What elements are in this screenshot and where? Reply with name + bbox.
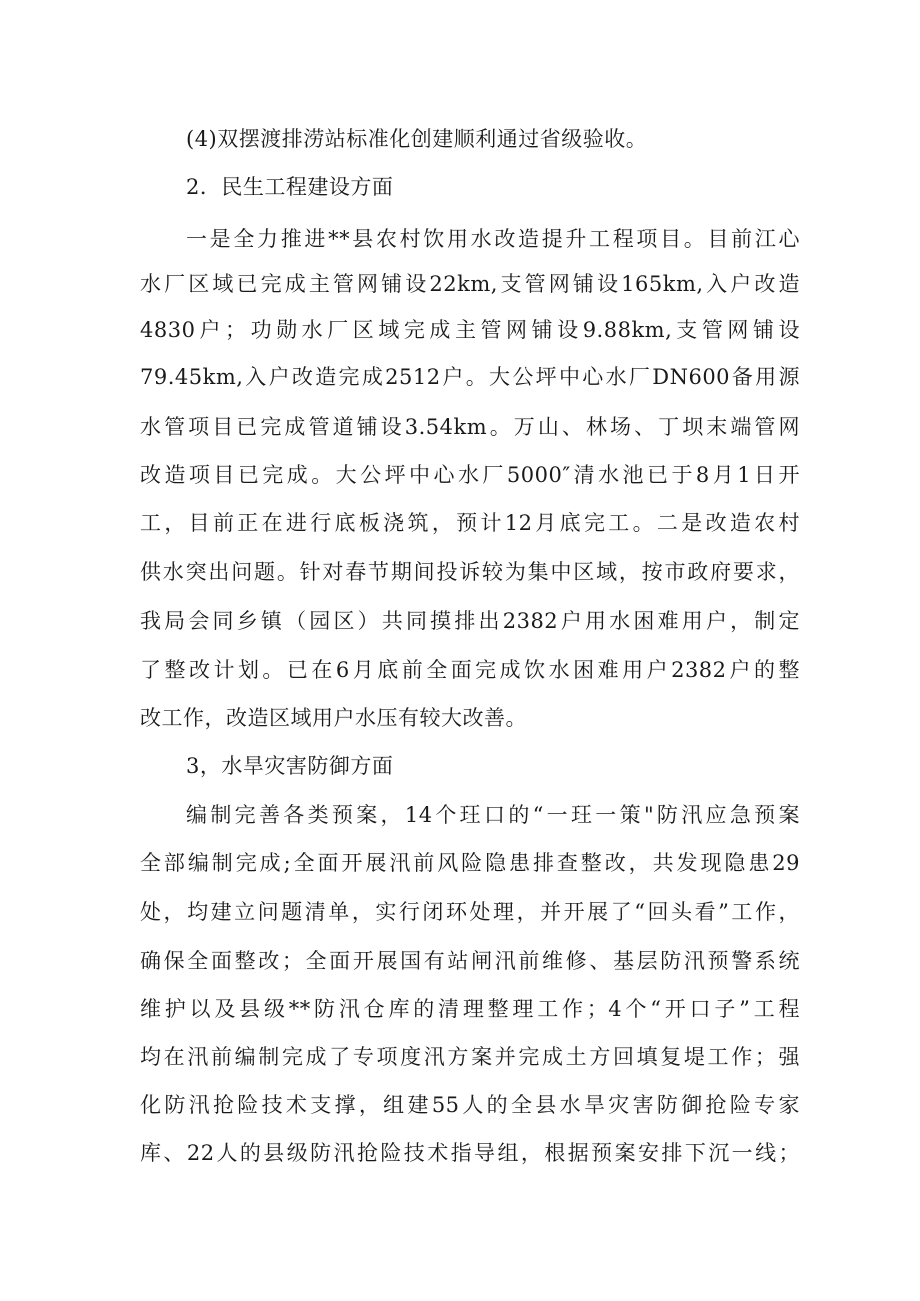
paragraph-line: 我局会同乡镇（园区）共同摸排出2382户用水困难用户，制定 <box>140 609 800 633</box>
paragraph-line: 改工作，改造区域用户水压有较大改善。 <box>140 706 527 730</box>
section-heading-3: 3，水旱灾害防御方面 <box>186 754 394 778</box>
paragraph-line: 水厂区域已完成主管网铺设22km,支管网铺设165km,入户改造 <box>140 272 800 296</box>
paragraph-line: 4830户；功勋水厂区域完成主管网铺设9.88km,支管网铺设 <box>140 318 800 342</box>
paragraph-line: 工，目前正在进行底板浇筑，预计12月底完工。二是改造农村 <box>140 511 800 535</box>
paragraph-line: 库、22人的县级防汛抢险技术指导组，根据预案安排下沉一线； <box>140 1141 800 1165</box>
paragraph-line: 确保全面整改；全面开展国有站闸汛前维修、基层防汛预警系统 <box>140 949 800 973</box>
paragraph-line: 均在汛前编制完成了专项度汛方案并完成土方回填复堤工作；强 <box>140 1045 800 1069</box>
paragraph-line: 水管项目已完成管道铺设3.54km。万山、林场、丁坝末端管网 <box>140 415 800 439</box>
paragraph-item-4: (4)双摆渡排涝站标准化创建顺利通过省级验收。 <box>186 127 648 151</box>
paragraph-line: 79.45km,入户改造完成2512户。大公坪中心水厂DN600备用源 <box>140 365 800 389</box>
paragraph-line: 化防汛抢险技术支撑，组建55人的全县水旱灾害防御抢险专家 <box>140 1093 800 1117</box>
paragraph-line: 一是全力推进**县农村饮用水改造提升工程项目。目前江心 <box>186 227 800 251</box>
paragraph-line: 编制完善各类预案，14个玨口的“一玨一策"防汛应急预案 <box>186 803 800 827</box>
paragraph-line: 维护以及县级**防汛仓库的清理整理工作；4个“开口子”工程 <box>140 997 800 1021</box>
section-heading-2: 2．民生工程建设方面 <box>186 175 394 199</box>
paragraph-line: 供水突出问题。针对春节期间投诉较为集中区域，按市政府要求， <box>140 560 800 584</box>
paragraph-line: 了整改计划。已在6月底前全面完成饮水困难用户2382户的整 <box>140 658 800 682</box>
paragraph-line: 全部编制完成;全面开展汛前风险隐患排查整改，共发现隐患29 <box>140 851 800 875</box>
paragraph-line: 处，均建立问题清单，实行闭环处理，并开展了“回头看”工作， <box>140 900 800 924</box>
paragraph-line: 改造项目已完成。大公坪中心水厂5000″清水池已于8月1日开 <box>140 463 800 487</box>
